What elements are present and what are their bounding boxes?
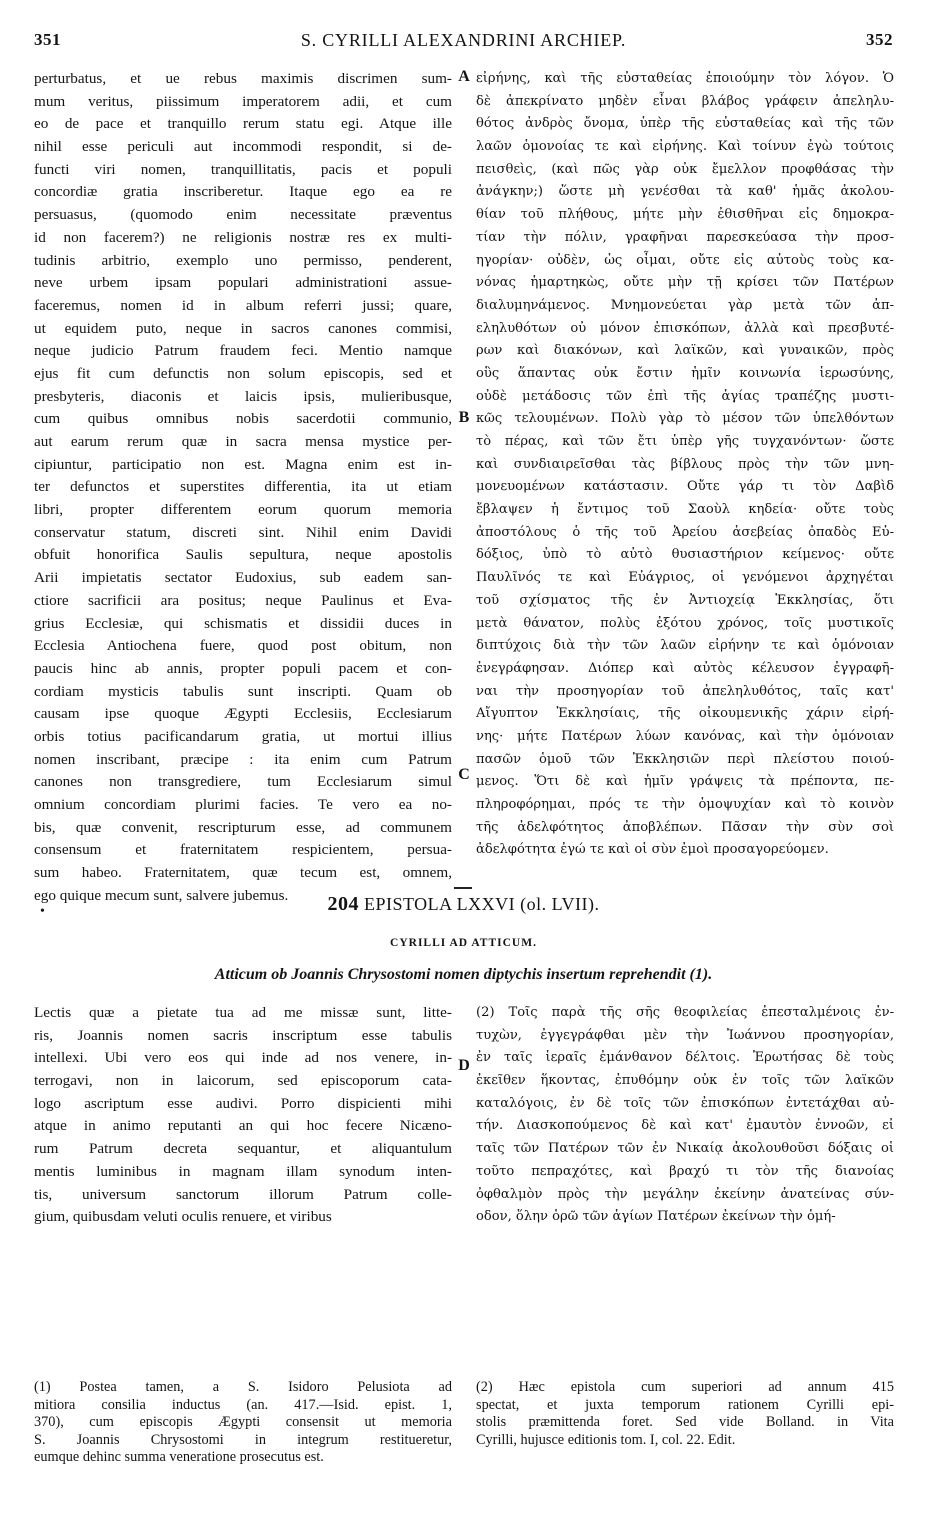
text-line: ἐκεῖθεν ἥκοντας, ἐπυθόμην οὐκ ἐν τοῖς τῶν λαϊκῶν — [476, 1073, 894, 1089]
text-line: canones non transgrediere, tum Ecclesiarum simul — [34, 773, 452, 791]
greek-column-upper — [476, 68, 894, 862]
text-line: καὶ συνδιαιρεῖσθαι τὰς βίβλους πρὸς τὴν τῶν μνη- — [476, 456, 894, 472]
text-line: εἰρήνης, καὶ τῆς εὐσταθείας ἐποιούμην τὸν λόγον. Ὁ — [476, 71, 894, 86]
text-line: neve urbem ipsam populari administrationi assue- — [34, 274, 452, 292]
text-line: θότος ἀνδρὸς ὄνομα, ὑπὲρ τῆς εὐσταθείας καὶ τῆς τῶν — [476, 116, 894, 132]
text-line: Arii impietatis sectator Eudoxius, sub eadem san- — [34, 569, 452, 587]
text-line: τοῦ σχίσματος τῆς ἐν Ἀντιοχείᾳ Ἐκκλησίας, ὅτι — [476, 592, 894, 608]
epistle-heading — [0, 893, 927, 916]
text-line: S. Joannis Chrysostomi in integrum restitueretur, — [34, 1431, 452, 1448]
text-line: Παυλῖνός τε καὶ Εὐάγριος, οἱ γενόμενοι ἀρχηγέται — [476, 570, 894, 586]
text-line: ρων καὶ διακόνων, καὶ λαϊκῶν, καὶ γυναικῶν, πρὸς — [476, 343, 894, 359]
text-line: ναι τὴν προσηγορίαν τοῦ ἀπεληλυθότος, ταῖς κατ' — [476, 683, 894, 699]
footnote-latin — [34, 1379, 452, 1467]
text-line: ἀνάγκην;) ὥστε μὴ γενέσθαι τὰ καθ' ἡμᾶς ἀκολου- — [476, 184, 894, 200]
text-line: δόξιος, ὑπὸ τὸ αὐτὸ θυσιαστήριον κείμενος· οὔτε — [476, 547, 894, 563]
latin-column-lower — [34, 1002, 452, 1229]
text-line: ἀδελφότητα ἐγώ τε καὶ οἱ σὺν ἐμοὶ προσαγορεύομεν. — [476, 842, 829, 858]
epistle-subtitle: CYRILLI AD ATTICUM. — [390, 937, 537, 949]
text-line: cordiam mysticis tabulis sunt inscripti. Quam ob — [34, 682, 452, 700]
text-line: omnium concordiam plurimi facies. Te vero ea no- — [34, 796, 452, 813]
text-line: κῶς τελουμένων. Πολὺ γὰρ τὸ μέσον τῶν ὑπελθόντων — [476, 411, 894, 427]
text-line: μενος. Ὅτι δὲ καὶ ἡμῖν γράψεις τὰ πρέποντα, πε- — [476, 774, 894, 790]
text-line: id non facerem?) ne religionis nostræ res ex multi- — [34, 228, 452, 246]
text-line: ris, Joannis nomen sacris inscriptum esse tabulis — [34, 1026, 452, 1044]
text-line: καταλόγοις, ἐν δὲ τοῖς τῶν ἐπισκόπων ἐντετάχθαι αὐ- — [476, 1095, 894, 1111]
text-line: grius Ecclesiæ, qui schismatis et dissidii duces in — [34, 614, 452, 632]
text-line: causam ipse quoque Ægypti Ecclesiis, Ecclesiarum — [34, 705, 452, 723]
text-line: τῆς ἀδελφότητος ἀποβλέπων. Πᾶσαν τὴν σὺν σοὶ — [476, 819, 894, 835]
text-line: ταῖς τῶν Πατέρων τῶν ἐν Νικαίᾳ ἀκολουθοῦσι δόξαις οἱ — [476, 1141, 894, 1157]
text-line: eumque dehinc summa veneratione prosecutus est. — [34, 1449, 324, 1466]
text-line: mum veritus, piissimum imperatorem adii, et cum — [34, 92, 452, 110]
text-line: οὓς ἅπαντας οὐκ ἔστιν ἡμῖν κοινωνία ἱερωσύνης, — [476, 365, 894, 381]
greek-column-lower — [476, 1002, 894, 1229]
text-line: terrogavi, non in laicorum, sed episcoporum cata- — [34, 1072, 452, 1090]
text-line: orbis totius pacificandarum gratia, ut mortui illius — [34, 727, 452, 745]
text-line: Cyrilli, hujusce editionis tom. I, col. 22. Edit. — [476, 1431, 736, 1448]
text-line: functi viri nomen, tranquillitatis, pacis et populi — [34, 160, 452, 178]
text-line: mitiora consilia inductus (an. 417.—Isid. epist. 1, — [34, 1396, 452, 1413]
text-line: τοῦτο πεπραχότες, καὶ βραχύ τι τὸν τῆς διανοίας — [476, 1163, 894, 1179]
text-line: ejus fit cum defunctis non solum episcopis, sed et — [34, 364, 452, 382]
text-line: concordiæ gratia inscriberetur. Itaque ego ea re — [34, 183, 452, 201]
margin-marker-a: A — [458, 68, 470, 85]
text-line: nomen inscribant, præcipe : ita enim cum Patrum — [34, 750, 452, 768]
text-line: libri, propter differentem eorum quorum memoria — [34, 501, 452, 519]
text-line: ἐνεγράφησαν. Διόπερ καὶ αὐτὸς κέλευσον ἐγγραφῆ- — [476, 660, 894, 676]
text-line: persuasus, (quomodo enim necessitate præventus — [34, 206, 452, 224]
margin-marker-d: D — [458, 1057, 470, 1074]
text-line: eo de pace et tranquillo rerum statu egi. Atque ille — [34, 115, 452, 133]
epistle-title: EPISTOLA LXXVI (ol. LVII). — [364, 894, 600, 914]
text-line: διπτύχοις διὰ τὴν τῶν λαῶν εἰρήνην τε καὶ ὁμόνοιαν — [476, 638, 894, 654]
text-line: ἔβλαψεν ἡ ἔντιμος τοῦ Σαοὺλ κηδεία· οὔτε τοὺς — [476, 502, 894, 518]
text-line: τίαν τὴν πόλιν, γραφῆναι παρεσκεύασα τὴν προσ- — [476, 229, 894, 245]
text-line: aut earum rerum quæ in sacra mensa mystice per- — [34, 433, 452, 450]
running-header — [34, 30, 893, 60]
text-line: ut equidem puto, neque in sacros canones commisi, — [34, 319, 452, 337]
running-title: S. CYRILLI ALEXANDRINI ARCHIEP. — [300, 30, 627, 50]
text-line: spectat, et juxta temporum rationem Cyrilli epi- — [476, 1396, 894, 1413]
text-line: tis, universum sanctorum illorum Patrum colle- — [34, 1185, 452, 1203]
text-line: λαῶν ὁμονοίας τε καὶ εἰρήνης. Καὶ τοίνυν ἐγὼ τούτοις — [476, 139, 894, 155]
epistle-summary: Atticum ob Joannis Chrysostomi nomen diptychis insertum reprehendit (1). — [214, 966, 713, 983]
text-line: εληλυθότων οὐ μόνον ἐπισκόπων, ἀλλὰ καὶ πρεσβυτέ- — [476, 320, 894, 336]
text-line: πεισθεὶς, (καὶ πῶς γὰρ οὐκ ἔμελλον προφθάσας τὴν — [476, 161, 894, 177]
text-line: ter defunctos et superstites differentia, ita ut etiam — [34, 478, 452, 496]
text-line: obfuit honorifica Saulis sepultura, neque apostolis — [34, 546, 452, 564]
text-line: νης· μήτε Πατέρων λύων κανόνας, καὶ τὴν ὁμόνοιαν — [476, 728, 894, 744]
text-line: ἀποστόλους ὁ τῆς τοῦ Ἀρείου ἀσεβείας ὀπαδὸς Εὐ- — [476, 524, 894, 540]
text-line: neque judicio Patrum fraudem feci. Mentio namque — [34, 342, 452, 360]
text-line: intellexi. Ubi vero eos qui inde ad nos venere, in- — [34, 1049, 452, 1067]
text-line: cipiuntur, participatio non est. Magna enim est in- — [34, 455, 452, 473]
text-line: ηγορίαν· οὐδὲν, ὡς οἶμαι, οὔτε εἰς αὐτοὺς τοὺς κα- — [476, 252, 894, 268]
text-line: Lectis quæ a pietate tua ad me missæ sunt, litte- — [34, 1004, 452, 1021]
text-line: νόνας ἡμαρτηκὼς, οὔτε μὴν τῇ κρίσει τῶν Πατέρων — [476, 275, 894, 291]
text-line: faceremus, nomen id in album referri jussi; quare, — [34, 296, 452, 314]
text-line: atque in animo reputanti an qui hoc fecere Nicæno- — [34, 1117, 452, 1135]
text-line: stolis præmittenda foret. Sed vide Bolland. in Vita — [476, 1414, 894, 1431]
text-line: διαλυμηνάμενος. Μνημονεύεται γὰρ μετὰ τῶν ἀπ- — [476, 297, 894, 313]
text-line: rum Patrum decreta sequantur, et aliquantulum — [34, 1140, 452, 1158]
text-line: οδον, ὅλην ὁρῶ τῶν ἁγίων Πατέρων ἐκείνων τὴν ὁμή- — [476, 1209, 836, 1225]
text-line: πληροφόρημαι, πρός τε τὴν ὁμοψυχίαν καὶ τὸ κοινὸν — [476, 797, 894, 812]
text-line: ὀφθαλμὸν πρὸς τὴν μεγάλην ἐκείνην ἀνατείνας σύν- — [476, 1186, 894, 1202]
footnote-greek — [476, 1379, 894, 1449]
text-line: Αἴγυπτον Ἐκκλησίαις, τῆς οἰκουμενικῆς χάριν εἰρή- — [476, 706, 894, 722]
text-line: μετὰ θάνατον, πολὺς ἐξότου χρόνος, τοῖς μυστικοῖς — [476, 615, 894, 631]
text-line: nihil esse periculi aut incommodi respondit, si de- — [34, 138, 452, 156]
epistle-number: 204 — [327, 893, 359, 915]
text-line: perturbatus, et ue rebus maximis discrimen sum- — [34, 70, 452, 87]
text-line: bis, quæ convenit, rescripturum esse, ad communem — [34, 818, 452, 836]
margin-marker-b: B — [458, 409, 470, 426]
text-line: (2) Τοῖς παρὰ τῆς σῆς θεοφιλείας ἐπεσταλμένοις ἐν- — [476, 1005, 894, 1020]
text-line: consensum et fraternitatem respicientem, persua- — [34, 841, 452, 859]
text-line: τήν. Διασκοπούμενος δὲ καὶ κατ' ἐμαυτὸν ἐννοῶν, εἰ — [476, 1118, 894, 1134]
text-line: logo ascriptum esse audivi. Porro dispicienti mihi — [34, 1094, 452, 1112]
text-line: οὐδὲ μετάδοσις τῶν ἐπὶ τῆς ἁγίας τραπέζης μυστι- — [476, 388, 894, 404]
text-line: Ecclesia Antiochena fuere, quod post obitum, non — [34, 637, 452, 655]
text-line: conservatur statum, discreti sint. Nihil enim Davidi — [34, 523, 452, 541]
text-line: μονευομένων κατάστασιν. Οὔτε γάρ τι τὸν Δαβὶδ — [476, 479, 894, 495]
margin-marker-c: C — [458, 766, 470, 783]
text-line: ego quique mecum sunt, salvere jubemus. — [34, 886, 289, 904]
page-number-left: 351 — [34, 30, 61, 49]
text-line: presbyteris, diaconis et laicis ipsis, mulieribusque, — [34, 387, 452, 405]
text-line: τυχὼν, ἐγγεγράφθαι μὲν τὴν Ἰωάννου προσηγορίαν, — [476, 1027, 894, 1043]
text-line: ctiore sacrificii ara positus; neque Paulinus et Eva- — [34, 591, 452, 609]
text-line: cum quibus omnibus nobis sacerdotii communio, — [34, 410, 452, 428]
text-line: ἐν ταῖς ἱεραῖς ἐμάνθανον δέλτοις. Ἐρωτήσας δὲ τοὺς — [476, 1050, 894, 1066]
text-line: mentis luminibus in magnam illam synodum inten- — [34, 1162, 452, 1180]
text-line: 370), cum episcopis Ægypti consensit ut memoria — [34, 1414, 452, 1431]
latin-column-upper — [34, 68, 452, 907]
text-line: (2) Hæc epistola cum superiori ad annum 415 — [476, 1379, 894, 1395]
text-line: θίαν τοῦ πλήθους, μήτε μὴν ἐθισθῆναι εἰς δημοκρα- — [476, 207, 894, 223]
text-line: τὸ πέρας, καὶ τῶν ἔτι ὑπὲρ γῆς τυγχανόντων· ὥστε — [476, 434, 894, 449]
text-line: sum habeo. Fraternitatem, quæ tecum est, omnem, — [34, 864, 452, 882]
margin-bullet: • — [40, 904, 45, 919]
text-line: paucis hinc ab annis, propter populi pacem et con- — [34, 659, 452, 677]
text-line: πασῶν ὁμοῦ τῶν Ἐκκλησιῶν περὶ πλείστου ποιού- — [476, 751, 894, 767]
text-line: δὲ ἀπεκρίνατο μηδὲν εἶναι βλάβος γράφειν ἀπεληλυ- — [476, 93, 894, 109]
page-number-right: 352 — [866, 30, 893, 49]
text-line: (1) Postea tamen, a S. Isidoro Pelusiota ad — [34, 1379, 452, 1395]
text-line: tudinis arbitrio, exemplo uno permisso, penderent, — [34, 251, 452, 269]
text-line: gium, quibusdam veluti oculis renuere, et viribus — [34, 1208, 332, 1226]
section-divider — [454, 887, 472, 889]
